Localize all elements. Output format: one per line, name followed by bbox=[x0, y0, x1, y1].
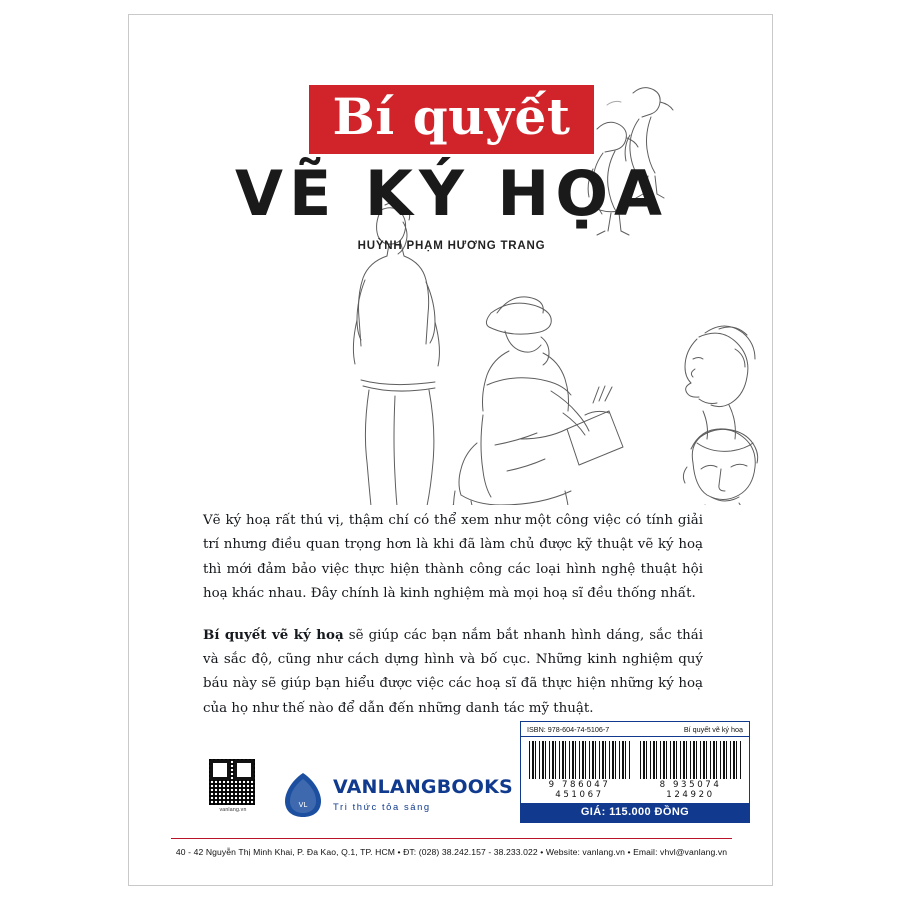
barcode-right-bars bbox=[640, 741, 741, 779]
blurb-lead-title: Bí quyết vẽ ký hoạ bbox=[203, 626, 344, 643]
cover-footer bbox=[129, 725, 773, 885]
qr-code-image bbox=[209, 759, 255, 805]
barcode-bars-row bbox=[521, 737, 749, 779]
page-title: VẼ KÝ HỌA bbox=[234, 156, 669, 230]
isbn-text: ISBN: 978-604-74-5106-7 bbox=[527, 725, 610, 734]
barcode-numbers-row bbox=[521, 779, 749, 803]
title-badge: Bí quyết bbox=[309, 85, 595, 154]
barcode-number-right: 8 935074 124920 bbox=[659, 780, 722, 800]
author-name: HUỲNH PHẠM HƯƠNG TRANG bbox=[357, 239, 546, 252]
svg-text:VL: VL bbox=[298, 801, 308, 809]
publisher-logo bbox=[281, 771, 513, 819]
title-block bbox=[129, 85, 773, 252]
blurb-paragraph-1: Vẽ ký hoạ rất thú vị, thậm chí có thể xem như một công việc có tính giải trí nhưng điều quan trọng hơn là khi đã làm chủ được kỹ thuật vẽ ký hoạ thì mới đảm bảo việc thực hiện thành công các loại hình nghệ thuật hội hoạ khác nhau. Đây chính là kinh nghiệm mà mọi hoạ sĩ đều thống nhất. bbox=[203, 513, 703, 602]
qr-caption: vanlang.vn bbox=[219, 807, 247, 813]
barcode-panel bbox=[520, 721, 750, 823]
blurb-paragraph-2 bbox=[203, 623, 703, 722]
book-back-cover bbox=[128, 14, 773, 886]
publisher-text bbox=[333, 778, 513, 812]
publisher-tagline: Tri thức tỏa sáng bbox=[333, 801, 431, 812]
footer-divider bbox=[171, 838, 732, 839]
barcode-left-bars bbox=[529, 741, 630, 779]
youth-head-sketch bbox=[683, 429, 757, 505]
price-badge: GIÁ: 115.000 ĐỒNG bbox=[521, 803, 749, 822]
barcode-head bbox=[521, 722, 749, 737]
blurb-paragraph-2-rest: sẽ giúp các bạn nắm bắt nhanh hình dáng, sắc thái và sắc độ, cũng như cách dựng hình và bố cục. Những kinh nghiệm quý báu này sẽ giúp bạn hiểu được việc các hoạ sĩ đã thực hiện những ký hoạ của họ như thế nào để dẫn đến những danh tác mỹ thuật. bbox=[203, 627, 703, 716]
van-lang-mark-icon bbox=[281, 771, 325, 819]
seated-artist-sketch bbox=[449, 297, 623, 505]
profile-head-sketch bbox=[685, 326, 755, 439]
publisher-name: VANLANGBOOKS bbox=[333, 776, 513, 798]
barcode-number-left: 9 786047 451067 bbox=[548, 780, 611, 800]
back-cover-blurb bbox=[203, 509, 703, 721]
barcode-book-title: Bí quyết vẽ ký hoạ bbox=[683, 725, 743, 734]
qr-code[interactable] bbox=[209, 759, 257, 813]
publisher-contact-line: 40 - 42 Nguyễn Thị Minh Khai, P. Đa Kao, Q.1, TP. HCM • ĐT: (028) 38.242.157 - 38.233.022 • Website: vanlang.vn • Email: vhvl@vanlang.vn bbox=[175, 847, 728, 857]
